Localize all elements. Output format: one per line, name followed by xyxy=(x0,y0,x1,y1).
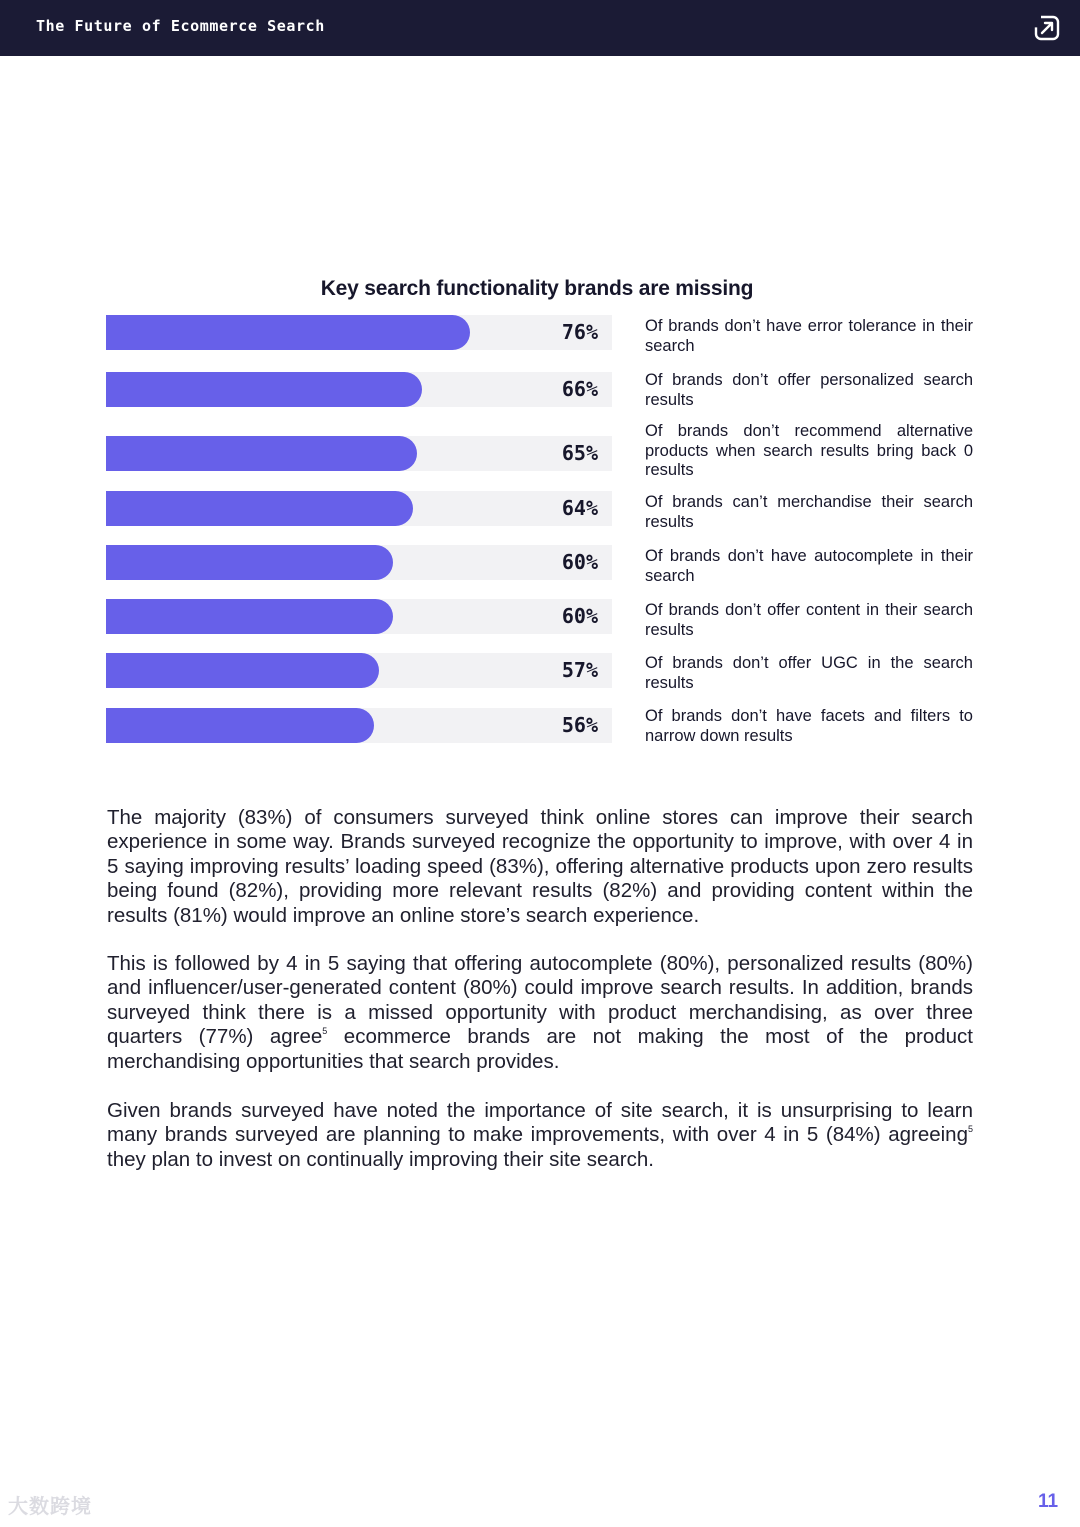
value-label: 57% xyxy=(561,658,598,682)
bar xyxy=(106,436,417,471)
value-label: 60% xyxy=(561,550,598,574)
value-label: 56% xyxy=(561,713,598,737)
value-label: 60% xyxy=(561,604,598,628)
bar xyxy=(106,491,413,526)
bar xyxy=(106,545,393,580)
report-title: The Future of Ecommerce Search xyxy=(36,17,325,35)
bar-chart xyxy=(0,0,1080,760)
watermark: 大数跨境 xyxy=(8,1496,92,1518)
value-label: 65% xyxy=(561,441,598,465)
bar xyxy=(106,653,379,688)
category-label: Of brands don’t have error tolerance in their search xyxy=(645,317,973,355)
bar-track xyxy=(106,491,612,526)
value-label: 64% xyxy=(561,496,598,520)
category-label: Of brands don’t offer UGC in the search results xyxy=(645,654,973,692)
bar xyxy=(106,315,470,350)
body-paragraph-2 xyxy=(107,952,973,1074)
bar xyxy=(106,708,374,743)
footnote-ref[interactable]: 5 xyxy=(967,1124,973,1135)
category-label: Of brands can’t merchandise their search results xyxy=(645,493,973,531)
bar xyxy=(106,372,422,407)
category-label: Of brands don’t have facets and filters to narrow down results xyxy=(645,707,973,745)
bar-track xyxy=(106,436,612,471)
body-text-span: Given brands surveyed have noted the importance of site search, it is unsurprising to learn many brands surveyed are planning to make improvements, with over 4 in 5 (84%) agreeing xyxy=(107,1099,973,1147)
bar-track xyxy=(106,599,612,634)
category-label: Of brands don’t offer personalized search results xyxy=(645,371,973,409)
value-label: 76% xyxy=(561,320,598,344)
bar-track xyxy=(106,545,612,580)
bar-track xyxy=(106,315,612,350)
body-text-span: they plan to invest on continually improving their site search. xyxy=(107,1147,654,1171)
value-label: 66% xyxy=(561,377,598,401)
body-text-span: ecommerce brands are not making the most of the product merchandising opportunities that search provides. xyxy=(107,1025,974,1073)
bar-track xyxy=(106,708,612,743)
page-number: 11 xyxy=(1038,1491,1059,1512)
bar-track xyxy=(106,372,612,407)
bar xyxy=(106,599,393,634)
category-label: Of brands don’t recommend alternative products when search results bring back 0 results xyxy=(645,422,973,479)
chart-title: Key search functionality brands are missing xyxy=(320,277,754,300)
category-label: Of brands don’t offer content in their search results xyxy=(645,601,973,639)
body-paragraph-1: The majority (83%) of consumers surveyed think online stores can improve their search experience in some way. Brands surveyed recognize the opportunity to improve, with over 4 in 5 saying improving results’ loading speed (83%), offering alternative products upon zero results being found (82%), providing more relevant results (82%) and providing content within the results (81%) would improve an online store’s search experience. xyxy=(107,806,973,927)
body-text-span: This is followed by 4 in 5 saying that offering autocomplete (80%), personalized results (80%) and influencer/user-generated content (80%) could improve search results. In addition, brands surveyed think there is a missed opportunity with product merchandising, as over three quarters (77%) agree xyxy=(107,952,973,1049)
body-paragraph-3 xyxy=(107,1099,973,1172)
bar-track xyxy=(106,653,612,688)
footnote-ref[interactable]: 5 xyxy=(322,1026,328,1037)
category-label: Of brands don’t have autocomplete in their search xyxy=(645,547,973,585)
